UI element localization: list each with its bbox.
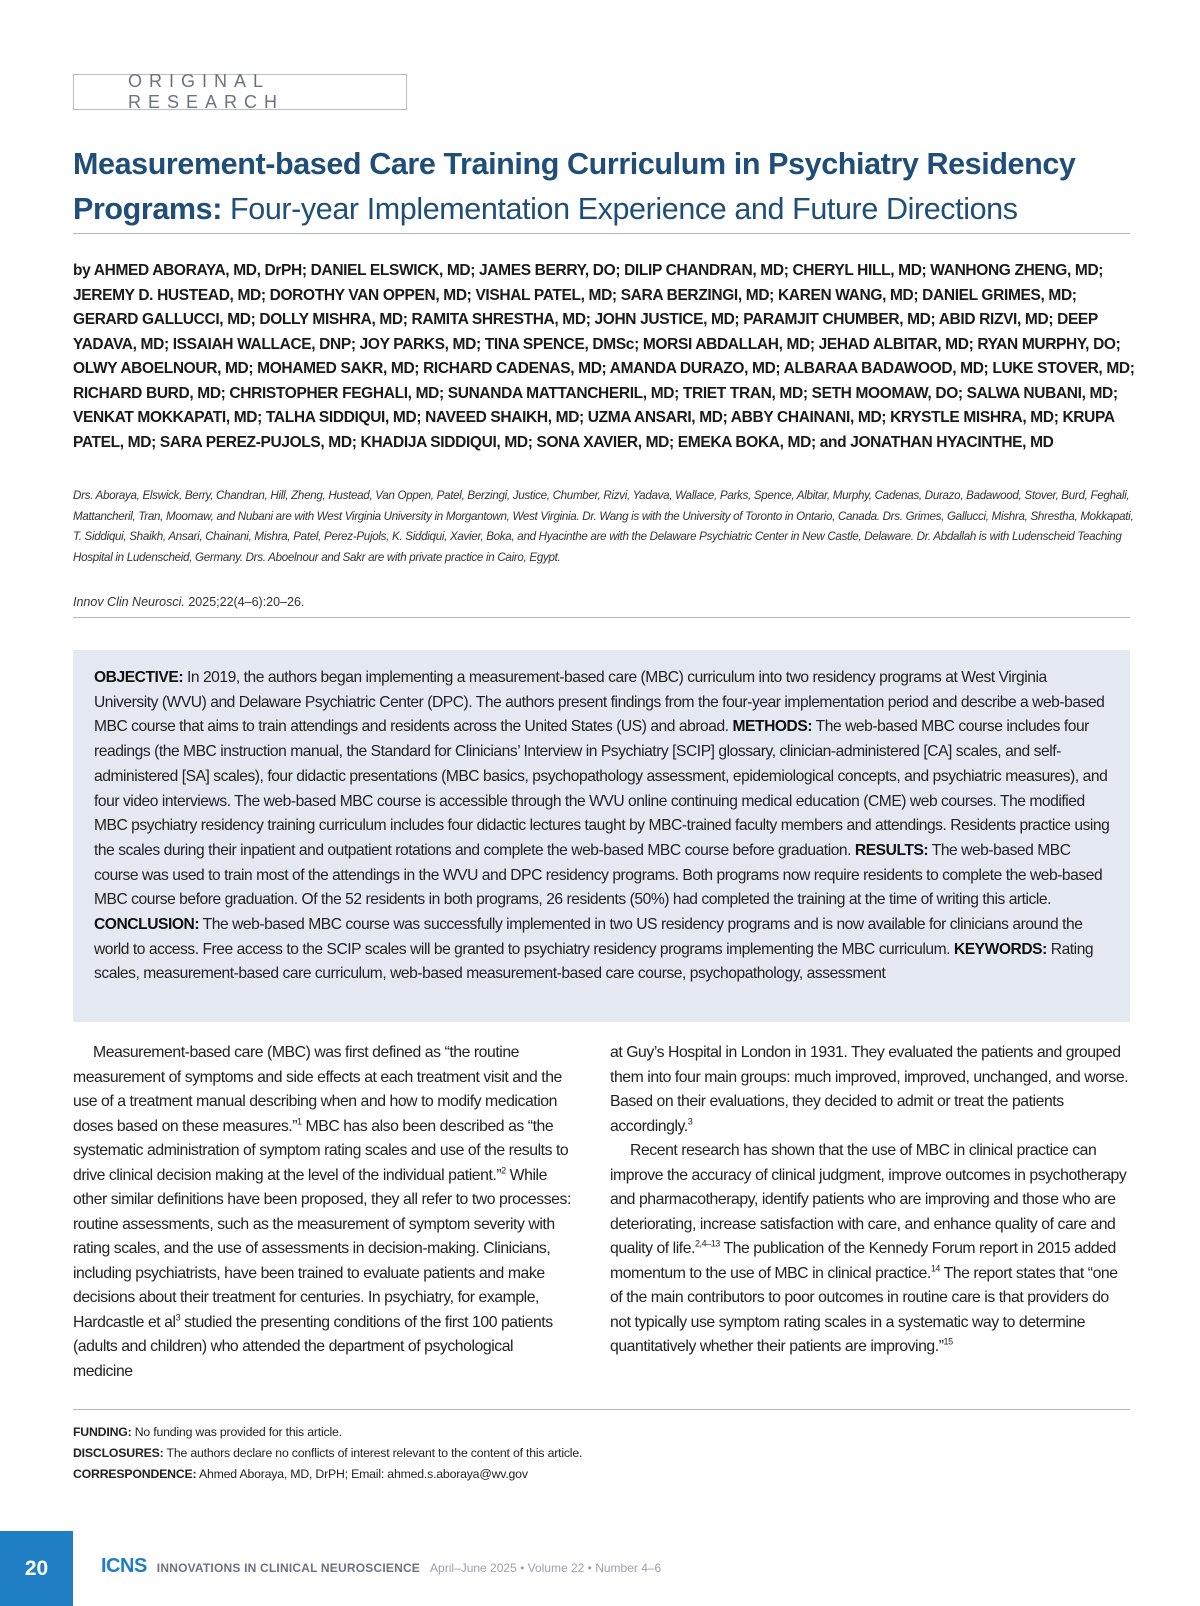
body-text: The report states that “one of the main contributors to poor outcomes in routine care is that providers do not typically use symptom rating scales in a systematic way to determine quantitatively whether their patients are improving.”	[610, 1264, 1118, 1355]
abstract-box	[73, 650, 1130, 1022]
body-column-right	[610, 1041, 1132, 1360]
body-text: MBC has also been described as “the systematic administration of symptom rating scales and use of the results to drive clinical decision making at the level of the individual patient.”	[73, 1117, 569, 1184]
results-text: The web-based MBC course was used to train most of the attendings in the WVU and DPC residency programs. Both programs now require residents to complete the web-based MBC course before graduation. Of the 52 residents in both programs, 26 residents (50%) had completed the training at the time of writing this article.	[94, 841, 1103, 909]
author-affiliations: Drs. Aboraya, Elswick, Berry, Chandran, Hill, Zheng, Hustead, Van Oppen, Patel, Berzingi, Justice, Chumber, Rizvi, Yadava, Wallace, Parks, Spence, Albitar, Murphy, Cadenas, Durazo, Badawood, Stover, Burd, Feghali, Mattancheril, Tran, Moomaw, and Nubani are with West Virginia University in Morgantown, West Virginia. Dr. Wang is with the University of Toronto in Ontario, Canada. Drs. Grimes, Gallucci, Mishra, Shrestha, Mokkapati, T. Siddiqui, Shaikh, Ansari, Chainani, Mishra, Patel, Perez-Pujols, K. Siddiqui, Xavier, Boka, and Hyacinthe are with the Delaware Psychiatric Center in New Castle, Delaware. Dr. Abdallah is with Ludenscheid Teaching Hospital in Ludenscheid, Germany. Drs. Aboelnour and Sakr are with private practice in Cairo, Egypt.	[73, 489, 1134, 564]
funding-note	[73, 1422, 1130, 1443]
conclusion-text: The web-based MBC course was successfully implemented in two US residency programs and is now available for clinicians around the world to access. Free access to the SCIP scales will be granted to psychiatry residency programs implementing the MBC curriculum.	[94, 916, 1083, 958]
reference-marker: 3	[687, 1116, 693, 1127]
reference-marker: 1	[297, 1116, 302, 1127]
body-text: Recent research has shown that the use of MBC in clinical practice can improve the accuracy of clinical judgment, improve outcomes in psychotherapy and pharmacotherapy, identify patients who are improving and those who are deteriorating, increase satisfaction with care, and enhance quality of care and quality of life.	[610, 1142, 1127, 1257]
objective-text: In 2019, the authors began implementing a measurement-based care (MBC) curriculum into two residency programs at West Virginia University (WVU) and Delaware Psychiatric Center (DPC). The authors present findings from the four-year implementation period and describe a web-based MBC course that aims to train attendings and residents across the United States (US) and abroad.	[94, 669, 1105, 736]
page-number: 20	[0, 1531, 73, 1606]
body-text: The publication of the Kennedy Forum report in 2015 added momentum to the use of MBC in clinical practice.	[610, 1240, 1116, 1282]
reference-marker: 15	[943, 1336, 953, 1347]
body-paragraph	[73, 1041, 573, 1384]
citation	[73, 595, 304, 609]
body-text: at Guy’s Hospital in London in 1931. They evaluated the patients and grouped them into four main groups: much improved, improved, unchanged, and worse. Based on their evaluations, they decided to admit or treat the patients accordingly.	[610, 1044, 1129, 1135]
title-divider	[73, 233, 1130, 234]
funding-text: No funding was provided for this article.	[131, 1425, 342, 1439]
citation-details: 2025;22(4–6):20–26.	[184, 595, 305, 609]
conclusion-label: CONCLUSION:	[94, 916, 200, 934]
section-tag: ORIGINAL RESEARCH	[73, 74, 407, 110]
body-paragraph	[610, 1139, 1132, 1360]
methods-label: METHODS:	[732, 718, 813, 736]
reference-marker: 2	[501, 1165, 506, 1176]
keywords-label: KEYWORDS:	[953, 940, 1047, 958]
body-text: While other similar definitions have been proposed, they all refer to two processes: routine assessments, such as the measurement of symptom severity with rating scales, and the use of assessments in decision-making. Clinicians, including psychiatrists, have been trained to evaluate patients and make decisions about their treatment for centuries. In psychiatry, for example, Hardcastle et al	[73, 1166, 571, 1331]
journal-name: INNOVATIONS IN CLINICAL NEUROSCIENCE	[156, 1561, 421, 1575]
body-text: studied the presenting conditions of the first 100 patients (adults and children) who attended the department of psychological medicine	[73, 1313, 553, 1380]
body-text: Measurement-based care (MBC) was first defined as “the routine measurement of symptoms and side effects at each treatment visit and the use of a treatment manual describing when and how to modify medication doses based on these measures.”	[73, 1044, 562, 1135]
correspondence-text: Ahmed Aboraya, MD, DrPH; Email: ahmed.s.aboraya@wv.gov	[196, 1467, 528, 1481]
correspondence-note	[73, 1464, 1130, 1485]
disclosures-note	[73, 1443, 1130, 1464]
disclosures-label: DISCLOSURES:	[73, 1446, 164, 1460]
keywords-text: Rating scales, measurement-based care curriculum, web-based measurement-based care course, psychopathology, assessment	[94, 940, 1094, 983]
title-subtitle: Four-year Implementation Experience and Future Directions	[230, 192, 1018, 226]
journal-logo: ICNS	[101, 1555, 147, 1577]
disclosures-text: The authors declare no conflicts of interest relevant to the content of this article.	[163, 1446, 583, 1460]
footnotes	[73, 1422, 1130, 1485]
title-main: Measurement-based Care Training Curriculum in Psychiatry Residency Programs:	[73, 147, 1076, 226]
running-footer	[101, 1555, 661, 1578]
citation-journal: Innov Clin Neurosci.	[73, 595, 185, 609]
funding-label: FUNDING:	[73, 1425, 132, 1439]
objective-label: OBJECTIVE:	[94, 669, 184, 686]
footnotes-divider	[73, 1409, 1130, 1410]
issue-info: April–June 2025 • Volume 22 • Number 4–6	[430, 1561, 662, 1575]
reference-marker: 3	[175, 1312, 181, 1323]
author-byline: by AHMED ABORAYA, MD, DrPH; DANIEL ELSWICK, MD; JAMES BERRY, DO; DILIP CHANDRAN, MD; CHERYL HILL, MD; WANHONG ZHENG, MD; JEREMY D. HUSTEAD, MD; DOROTHY VAN OPPEN, MD; VISHAL PATEL, MD; SARA BERZINGI, MD; KAREN WANG, MD; DANIEL GRIMES, MD; GERARD GALLUCCI, MD; DOLLY MISHRA, MD; RAMITA SHRESTHA, MD; JOHN JUSTICE, MD; PARAMJIT CHUMBER, MD; ABID RIZVI, MD; DEEP YADAVA, MD; ISSAIAH WALLACE, DNP; JOY PARKS, MD; TINA SPENCE, DMSc; MORSI ABDALLAH, MD; JEHAD ALBITAR, MD; RYAN MURPHY, DO; OLWY ABOELNOUR, MD; MOHAMED SAKR, MD; RICHARD CADENAS, MD; AMANDA DURAZO, MD; ALBARAA BADAWOOD, MD; LUKE STOVER, MD; RICHARD BURD, MD; CHRISTOPHER FEGHALI, MD; SUNANDA MATTANCHERIL, MD; TRIET TRAN, MD; SETH MOOMAW, DO; SALWA NUBANI, MD; VENKAT MOKKAPATI, MD; TALHA SIDDIQUI, MD; NAVEED SHAIKH, MD; UZMA ANSARI, MD; ABBY CHAINANI, MD; KRYSTLE MISHRA, MD; KRUPA PATEL, MD; SARA PEREZ-PUJOLS, MD; KHADIJA SIDDIQUI, MD; SONA XAVIER, MD; EMEKA BOKA, MD; and JONATHAN HYACINTHE, MD	[73, 262, 1135, 451]
correspondence-label: CORRESPONDENCE:	[73, 1467, 197, 1481]
reference-marker: 2,4–13	[695, 1238, 720, 1249]
body-column-left	[73, 1041, 573, 1384]
citation-divider	[73, 617, 1130, 618]
methods-text: The web-based MBC course includes four readings (the MBC instruction manual, the Standard for Clinicians’ Interview in Psychiatry [SCIP] glossary, clinician-administered [CA] scales, and self-administered [SA] scales), four didactic presentations (MBC basics, psychopathology assessment, epidemiological concepts, and psychiatric measures), and four video interviews. The web-based MBC course is accessible through the WVU online continuing medical education (CME) web courses. The modified MBC psychiatry residency training curriculum includes four didactic lectures taught by MBC-trained faculty members and attendings. Residents practice using the scales during their inpatient and outpatient rotations and complete the web-based MBC course before graduation.	[94, 718, 1110, 859]
reference-marker: 14	[930, 1263, 940, 1274]
article-title	[73, 142, 1133, 232]
body-paragraph	[610, 1041, 1132, 1139]
results-label: RESULTS:	[854, 841, 929, 859]
